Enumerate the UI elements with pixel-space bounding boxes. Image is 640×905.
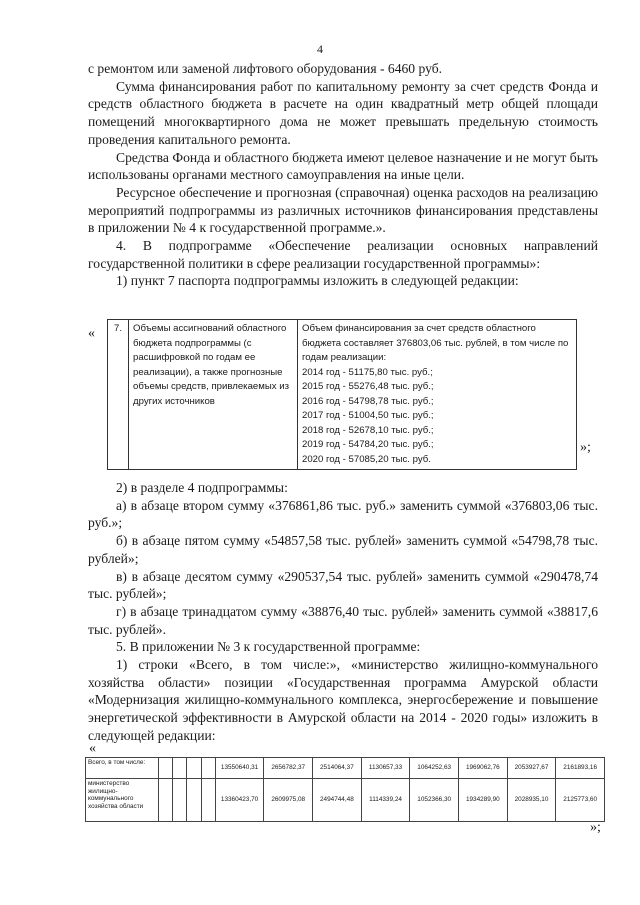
- table-cell: 1934289,90: [459, 779, 508, 822]
- year-line: 2014 год - 51175,80 тыс. руб.;: [302, 366, 433, 378]
- table-cell: 1969062,76: [459, 758, 508, 779]
- empty-cell: [201, 779, 215, 822]
- table-cell: 2053927,67: [507, 758, 556, 779]
- paragraph: 5. В приложении № 3 к государственной программе:: [116, 639, 421, 655]
- table-cell: 2514064,37: [313, 758, 362, 779]
- table-cell: 1052366,30: [410, 779, 459, 822]
- table-cell: 13360423,70: [215, 779, 264, 822]
- year-line: 2018 год - 52678,10 тыс. руб.;: [302, 424, 434, 436]
- page-number: 4: [317, 42, 323, 56]
- paragraph: а) в абзаце втором сумму «376861,86 тыс. руб.» заменить суммой «376803,06 тыс. руб.»;: [88, 497, 598, 531]
- paragraph: Сумма финансирования работ по капитальному ремонту за счет средств Фонда и средств областного бюджета в расчете на один квадратный метр общей площади помещений многоквартирного дома не может превышать предельную стоимость проведения капитального ремонта.: [88, 78, 598, 147]
- empty-cell: [187, 758, 201, 779]
- table-cell: 2125773,60: [556, 779, 605, 822]
- empty-cell: [158, 758, 172, 779]
- row-label: министерство жилищно-коммунального хозяйства области: [86, 779, 159, 822]
- paragraph: г) в абзаце тринадцатом сумму «38876,40 тыс. рублей» заменить суммой «38817,6 тыс. рублей».: [88, 603, 598, 637]
- passport-table: [107, 319, 577, 470]
- table-row: [108, 320, 577, 470]
- empty-cell: [173, 779, 187, 822]
- funding-cell: [298, 320, 577, 470]
- table-row: [86, 779, 605, 822]
- year-line: 2015 год - 55276,48 тыс. руб.;: [302, 381, 434, 392]
- table-cell: 2161893,16: [556, 758, 605, 779]
- row-label: Объемы ассигнований областного бюджета подпрограммы (с расшифровкой по годам ее реализации), а также прогнозные объемы средств, привлекаемых из других источников: [129, 320, 298, 470]
- paragraph: б) в абзаце пятом сумму «54857,58 тыс. рублей» заменить суммой «54798,78 тыс. рублей»;: [88, 533, 598, 566]
- table-cell: 1114339,24: [361, 779, 410, 822]
- table-cell: 1064252,63: [410, 758, 459, 779]
- table-cell: 2028935,10: [507, 779, 556, 822]
- empty-cell: [173, 758, 187, 779]
- year-line: 2019 год - 54784,20 тыс. руб.;: [302, 439, 434, 450]
- paragraph: в) в абзаце десятом сумму «290537,54 тыс. рублей» заменить суммой «290478,74 тыс. рублей»;: [88, 568, 598, 602]
- table-cell: 2609975,08: [264, 779, 313, 822]
- row-number: 7.: [108, 320, 129, 470]
- paragraph: 1) строки «Всего, в том числе:», «министерство жилищно-коммунального хозяйства области» позиции «Государственная программа Амурской области «Модернизация жилищно-коммунального комплекса, энергосбережение и повышение энергетической эффективности в Амурской области на 2014 - 2020 годы» изложить в следующей редакции:: [88, 657, 598, 743]
- year-line: 2020 год - 57085,20 тыс. руб.: [302, 453, 431, 465]
- table-cell: 13550640,31: [215, 758, 264, 779]
- year-line: 2017 год - 51004,50 тыс. руб.;: [302, 410, 434, 421]
- funding-intro: Объем финансирования за счет средств областного бюджета составляет 376803,06 тыс. рублей, в том числе по годам реализации:: [302, 323, 569, 363]
- budget-table: [85, 757, 605, 822]
- body-text-top: [88, 60, 598, 290]
- open-quote: «: [89, 741, 96, 756]
- open-quote: «: [88, 326, 95, 341]
- paragraph: Средства Фонда и областного бюджета имеют целевое назначение и не могут быть использованы органами местного самоуправления на иные цели.: [88, 149, 598, 183]
- table-cell: 1130657,33: [361, 758, 410, 779]
- table-cell: 2494744,48: [313, 779, 362, 822]
- table-cell: 2656782,37: [264, 758, 313, 779]
- body-text-mid: [88, 479, 598, 745]
- close-quote: »;: [580, 440, 591, 455]
- row-label: Всего, в том числе:: [86, 758, 159, 779]
- paragraph: 4. В подпрограмме «Обеспечение реализации основных направлений государственной политики в сфере реализации государственной программы»:: [88, 238, 598, 271]
- paragraph: 2) в разделе 4 подпрограммы:: [116, 480, 288, 495]
- paragraph: 1) пункт 7 паспорта подпрограммы изложить в следующей редакции:: [116, 273, 519, 289]
- paragraph: с ремонтом или заменой лифтового оборудования - 6460 руб.: [88, 61, 443, 76]
- year-line: 2016 год - 54798,78 тыс. руб.;: [302, 395, 434, 407]
- close-quote: »;: [590, 820, 601, 835]
- empty-cell: [201, 758, 215, 779]
- table-row: [86, 758, 605, 779]
- empty-cell: [187, 779, 201, 822]
- paragraph: Ресурсное обеспечение и прогнозная (справочная) оценка расходов на реализацию мероприятий подпрограммы из различных источников финансирования представлены в приложении № 4 к государственной программе.».: [88, 184, 598, 236]
- empty-cell: [158, 779, 172, 822]
